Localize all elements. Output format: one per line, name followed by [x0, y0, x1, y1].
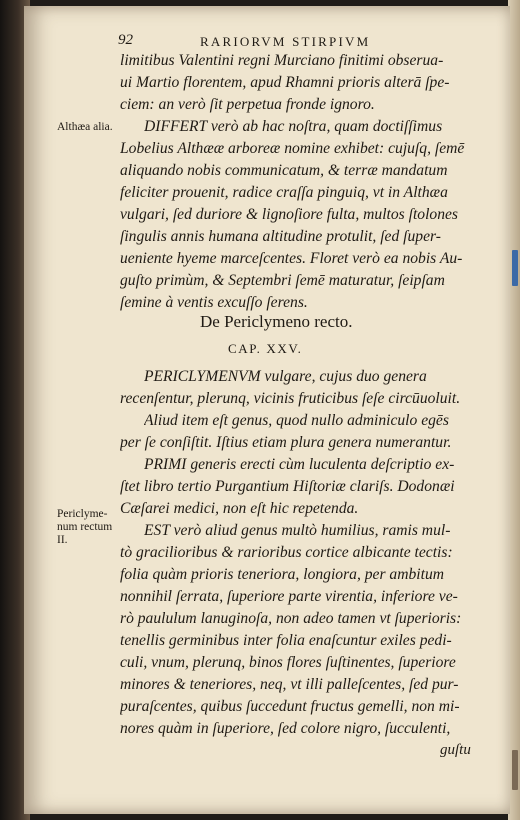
text-line: ueniente hyeme marceſcentes. Floret verò ea nobis Au-	[120, 250, 463, 267]
text-line: ſemine à ventis excuſſo ſerens.	[120, 294, 308, 311]
text-line: per ſe conſiſtit. Iſtius etiam plura genera numerantur.	[120, 434, 452, 451]
text-line: EST verò aliud genus multò humilius, ramis mul-	[144, 522, 451, 539]
text-line: recenſentur, plerunq, vicinis fruticibus ſeſe circūuoluit.	[120, 390, 461, 407]
text-line: PRIMI generis erecti cùm luculenta deſcriptio ex-	[144, 456, 455, 473]
text-line: tò gracilioribus & rarioribus cortice albicante tectis:	[120, 544, 453, 561]
text-line: feliciter prouenit, radice craſſa pinguiq, vt in Althæa	[120, 184, 448, 201]
text-line: Aliud item eſt genus, quod nullo adminiculo egēs	[144, 412, 449, 429]
text-line: folia quàm prioris teneriora, longiora, per ambitum	[120, 566, 445, 583]
section-heading: De Periclymeno recto.	[200, 312, 353, 331]
text-line: culi, vnum, plerunq, binos flores ſuſtinentes, ſuperiore	[120, 654, 456, 671]
text-line: ſtet libro tertio Purgantium Hiſtoriæ clariſs. Dodonæi	[120, 478, 455, 495]
text-line: guſto primùm, & Septembri ſemē maturatur, ſeipſam	[120, 272, 445, 289]
margin-note-periclymenum-3: II.	[57, 534, 68, 546]
text-line: Lobelius Althææ arboreæ nomine exhibet: cujuſq, ſemē	[120, 140, 465, 157]
chapter-label: CAP. XXV.	[228, 341, 303, 356]
text-line: aliquando nobis communicatum, & terræ mandatum	[120, 162, 448, 179]
text-line: PERICLYMENVM vulgare, cujus duo genera	[144, 368, 427, 385]
text-line: Cæſarei medici, non eſt hic repetenda.	[120, 500, 359, 517]
text-line: nores quàm in ſuperiore, ſed colore nigro, ſucculenti,	[120, 720, 451, 737]
text-line: rò paululum lanuginoſa, non adeo tamen vt ſuperioris:	[120, 610, 462, 627]
text-line: limitibus Valentini regni Murciano finitimi obserua-	[120, 52, 444, 69]
text-line: tenellis germinibus inter folia enaſcuntur exiles pedi-	[120, 632, 452, 649]
margin-note-periclymenum-1: Periclyme-	[57, 508, 108, 520]
text-line: ui Martio florentem, apud Rhamni prioris alterā ſpe-	[120, 74, 450, 91]
text-line: minores & teneriores, neq, vt illi palleſcentes, ſed pur-	[120, 676, 459, 693]
text-line: vulgari, ſed duriore & lignoſiore fulta, multos ſtolones	[120, 206, 458, 223]
running-title: RARIORVM STIRPIVM	[200, 34, 371, 49]
margin-note-althaea: Althæa alia.	[57, 121, 113, 133]
margin-note-periclymenum-2: num rectum	[57, 521, 113, 533]
catchword: guſtu	[440, 742, 471, 758]
text-line: ciem: an verò ſit perpetua fronde ignoro.	[120, 96, 375, 113]
page-number: 92	[118, 32, 133, 48]
text-line: DIFFERT verò ab hac noſtra, quam doctiſſimus	[144, 118, 443, 135]
brown-bookmark-tab	[512, 750, 518, 790]
text-line: puraſcentes, quibus ſuccedunt fructus gemelli, non mi-	[120, 698, 460, 715]
blue-bookmark-tab	[512, 250, 518, 286]
text-line: nonnihil ſerrata, ſuperiore parte virentia, inferiore ve-	[120, 588, 458, 605]
text-line: ſingulis annis humana altitudine protulit, ſed ſuper-	[120, 228, 441, 245]
